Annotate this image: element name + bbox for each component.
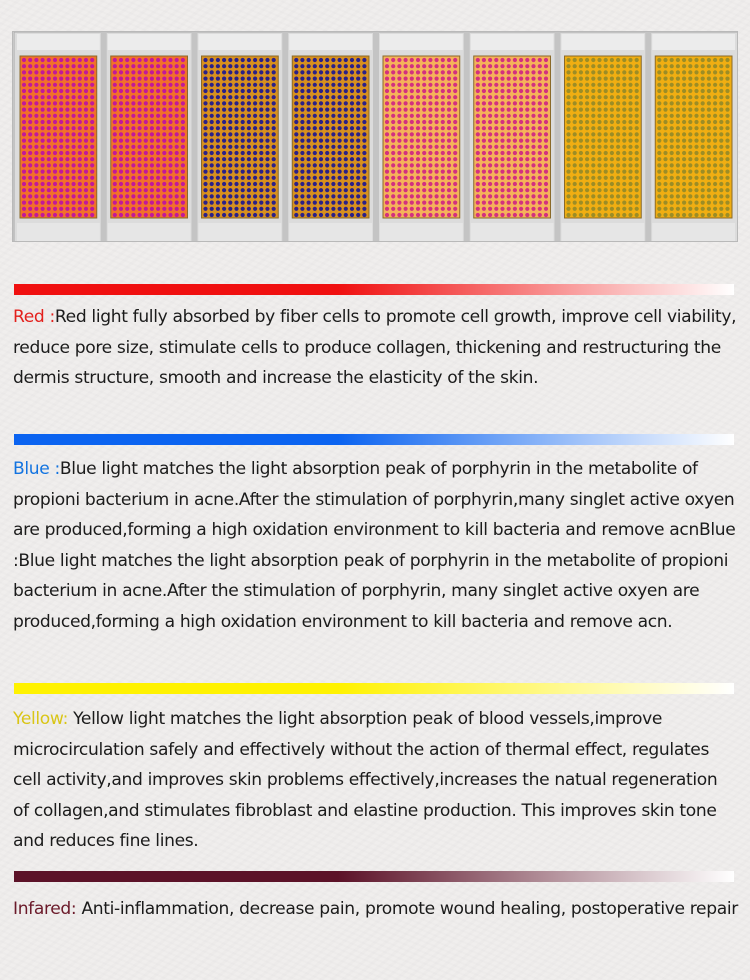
yellow-label: Yellow: [13,709,74,729]
panel-hinge [464,32,470,242]
red-section [13,302,738,394]
led-panel-red [14,32,103,242]
red-gradient-bar [14,284,734,295]
red-label: Red : [13,307,55,327]
infrared-label: Infared: [13,899,82,919]
blue-section [13,454,738,638]
infrared-gradient-bar [14,871,734,882]
led-panel-blue [196,32,285,242]
led-panel-red [105,32,194,242]
led-panel-yellow [559,32,648,242]
infrared-description: Anti-inflammation, decrease pain, promote wound healing, postoperative repair [81,899,738,919]
led-panel-blue [286,32,375,242]
led-panel-pink [468,32,557,242]
led-panel-yellow [649,32,738,242]
panel-hinge [373,32,379,242]
panel-hinge [555,32,561,242]
led-panels-illustration [13,32,738,242]
panel-hinge [645,32,651,242]
panel-hinge [282,32,288,242]
yellow-description: Yellow light matches the light absorption peak of blood vessels,improve microcirculation safely and effectively without the action of thermal effect, regulates cell activity,and improves skin problems effectively,increases the natual regeneration of collagen,and stimulates fibroblast and elastine production. This improves skin tone and reduces fine lines. [13,709,718,852]
led-panel-pink [377,32,466,242]
blue-label: Blue : [13,459,60,479]
yellow-gradient-bar [14,683,734,694]
blue-gradient-bar [14,434,734,445]
yellow-section [13,704,738,857]
led-panel-strip [12,31,738,242]
red-description: Red light fully absorbed by fiber cells to promote cell growth, improve cell viability, reduce pore size, stimulate cells to produce collagen, thickening and restructuring the dermis structure, smooth and increase the elasticity of the skin. [13,307,737,389]
panel-hinge [192,32,198,242]
blue-description: Blue light matches the light absorption peak of porphyrin in the metabolite of propioni bacterium in acne.After the stimulation of porphyrin,many singlet active oxyen are produced,forming a high oxidation environment to kill bacteria and remove acnBlue :Blue light matches the light absorption peak of porphyrin in the metabolite of propioni bacterium in acne.After the stimulation of porphyrin, many singlet active oxyen are produced,forming a high oxidation environment to kill bacteria and remove acn. [13,459,736,632]
panel-hinge [101,32,107,242]
infrared-section [13,894,738,925]
